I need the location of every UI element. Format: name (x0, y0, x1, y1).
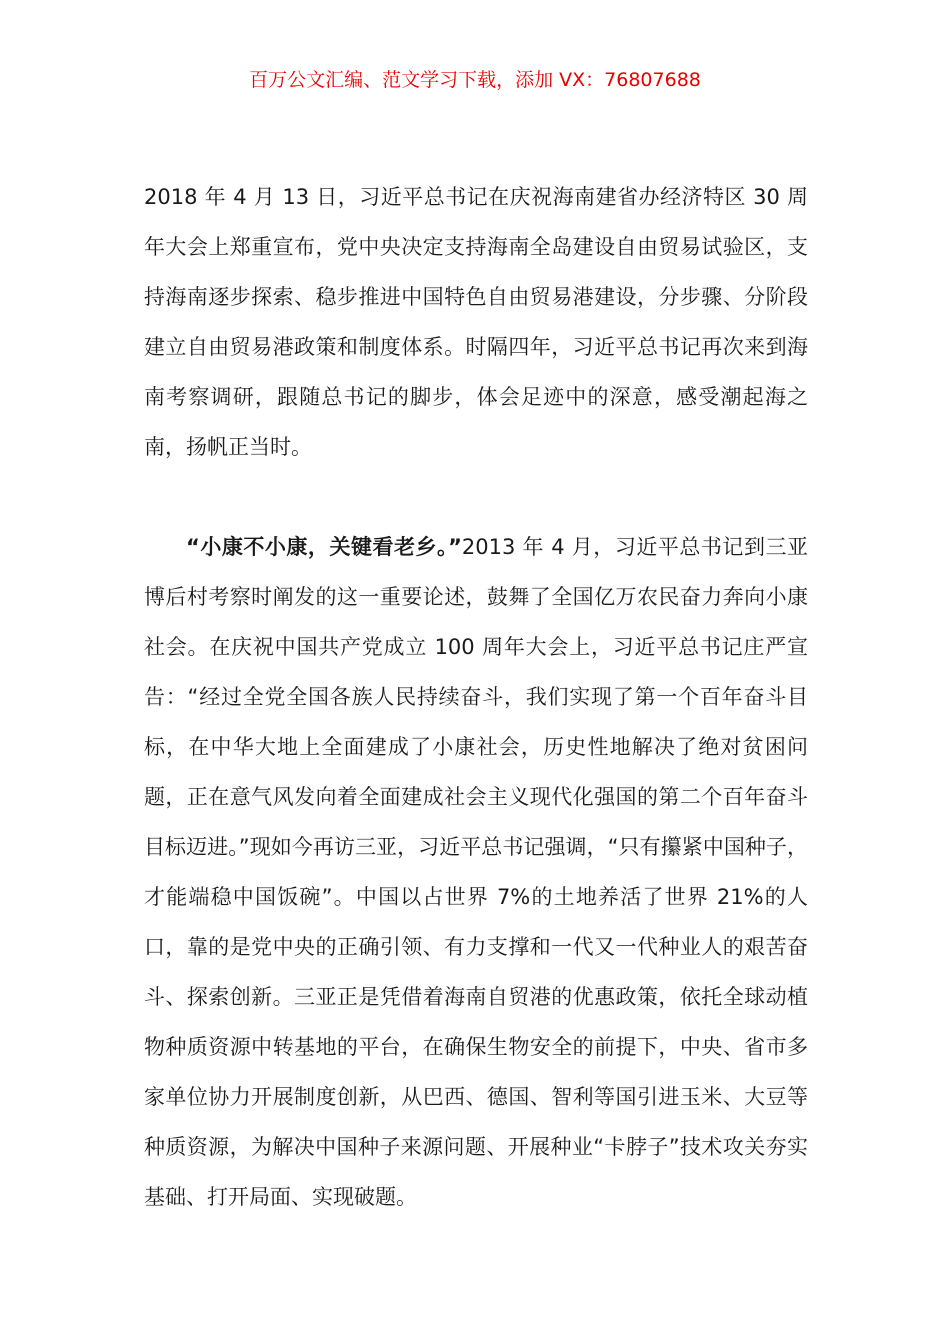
header-banner: 百万公文汇编、范文学习下载，添加 VX：76807688 (249, 69, 701, 91)
article-body (144, 172, 808, 1222)
paragraph-2-body: 2013 年 4 月，习近平总书记到三亚博后村考察时阐发的这一重要论述，鼓舞了全国亿万农民奋力奔向小康社会。在庆祝中国共产党成立 100 周年大会上，习近平总书记庄严宣告：“经过全党全国各族人民持续奋斗，我们实现了第一个百年奋斗目标，在中华大地上全面建成了小康社会，历史性地解决了绝对贫困问题，正在意气风发向着全面建成社会主义现代化强国的第二个百年奋斗目标迈进。”现如今再访三亚，习近平总书记强调，“只有攥紧中国种子，才能端稳中国饭碗”。中国以占世界 7%的土地养活了世界 21%的人口，靠的是党中央的正确引领、有力支撑和一代又一代种业人的艰苦奋斗、探索创新。三亚正是凭借着海南自贸港的优惠政策，依托全球动植物种质资源中转基地的平台，在确保生物安全的前提下，中央、省市多家单位协力开展制度创新，从巴西、德国、智利等国引进玉米、大豆等种质资源，为解决中国种子来源问题、开展种业“卡脖子”技术攻关夯实基础、打开局面、实现破题。 (144, 535, 808, 1209)
paragraph-1: 2018 年 4 月 13 日，习近平总书记在庆祝海南建省办经济特区 30 周年大会上郑重宣布，党中央决定支持海南全岛建设自由贸易试验区，支持海南逐步探索、稳步推进中国特色自由贸易港建设，分步骤、分阶段建立自由贸易港政策和制度体系。时隔四年，习近平总书记再次来到海南考察调研，跟随总书记的脚步，体会足迹中的深意，感受潮起海之南，扬帆正当时。 (144, 185, 808, 459)
paragraph-2 (144, 522, 808, 1222)
paragraph-2-lead-quote: “小康不小康，关键看老乡。” (186, 535, 462, 559)
